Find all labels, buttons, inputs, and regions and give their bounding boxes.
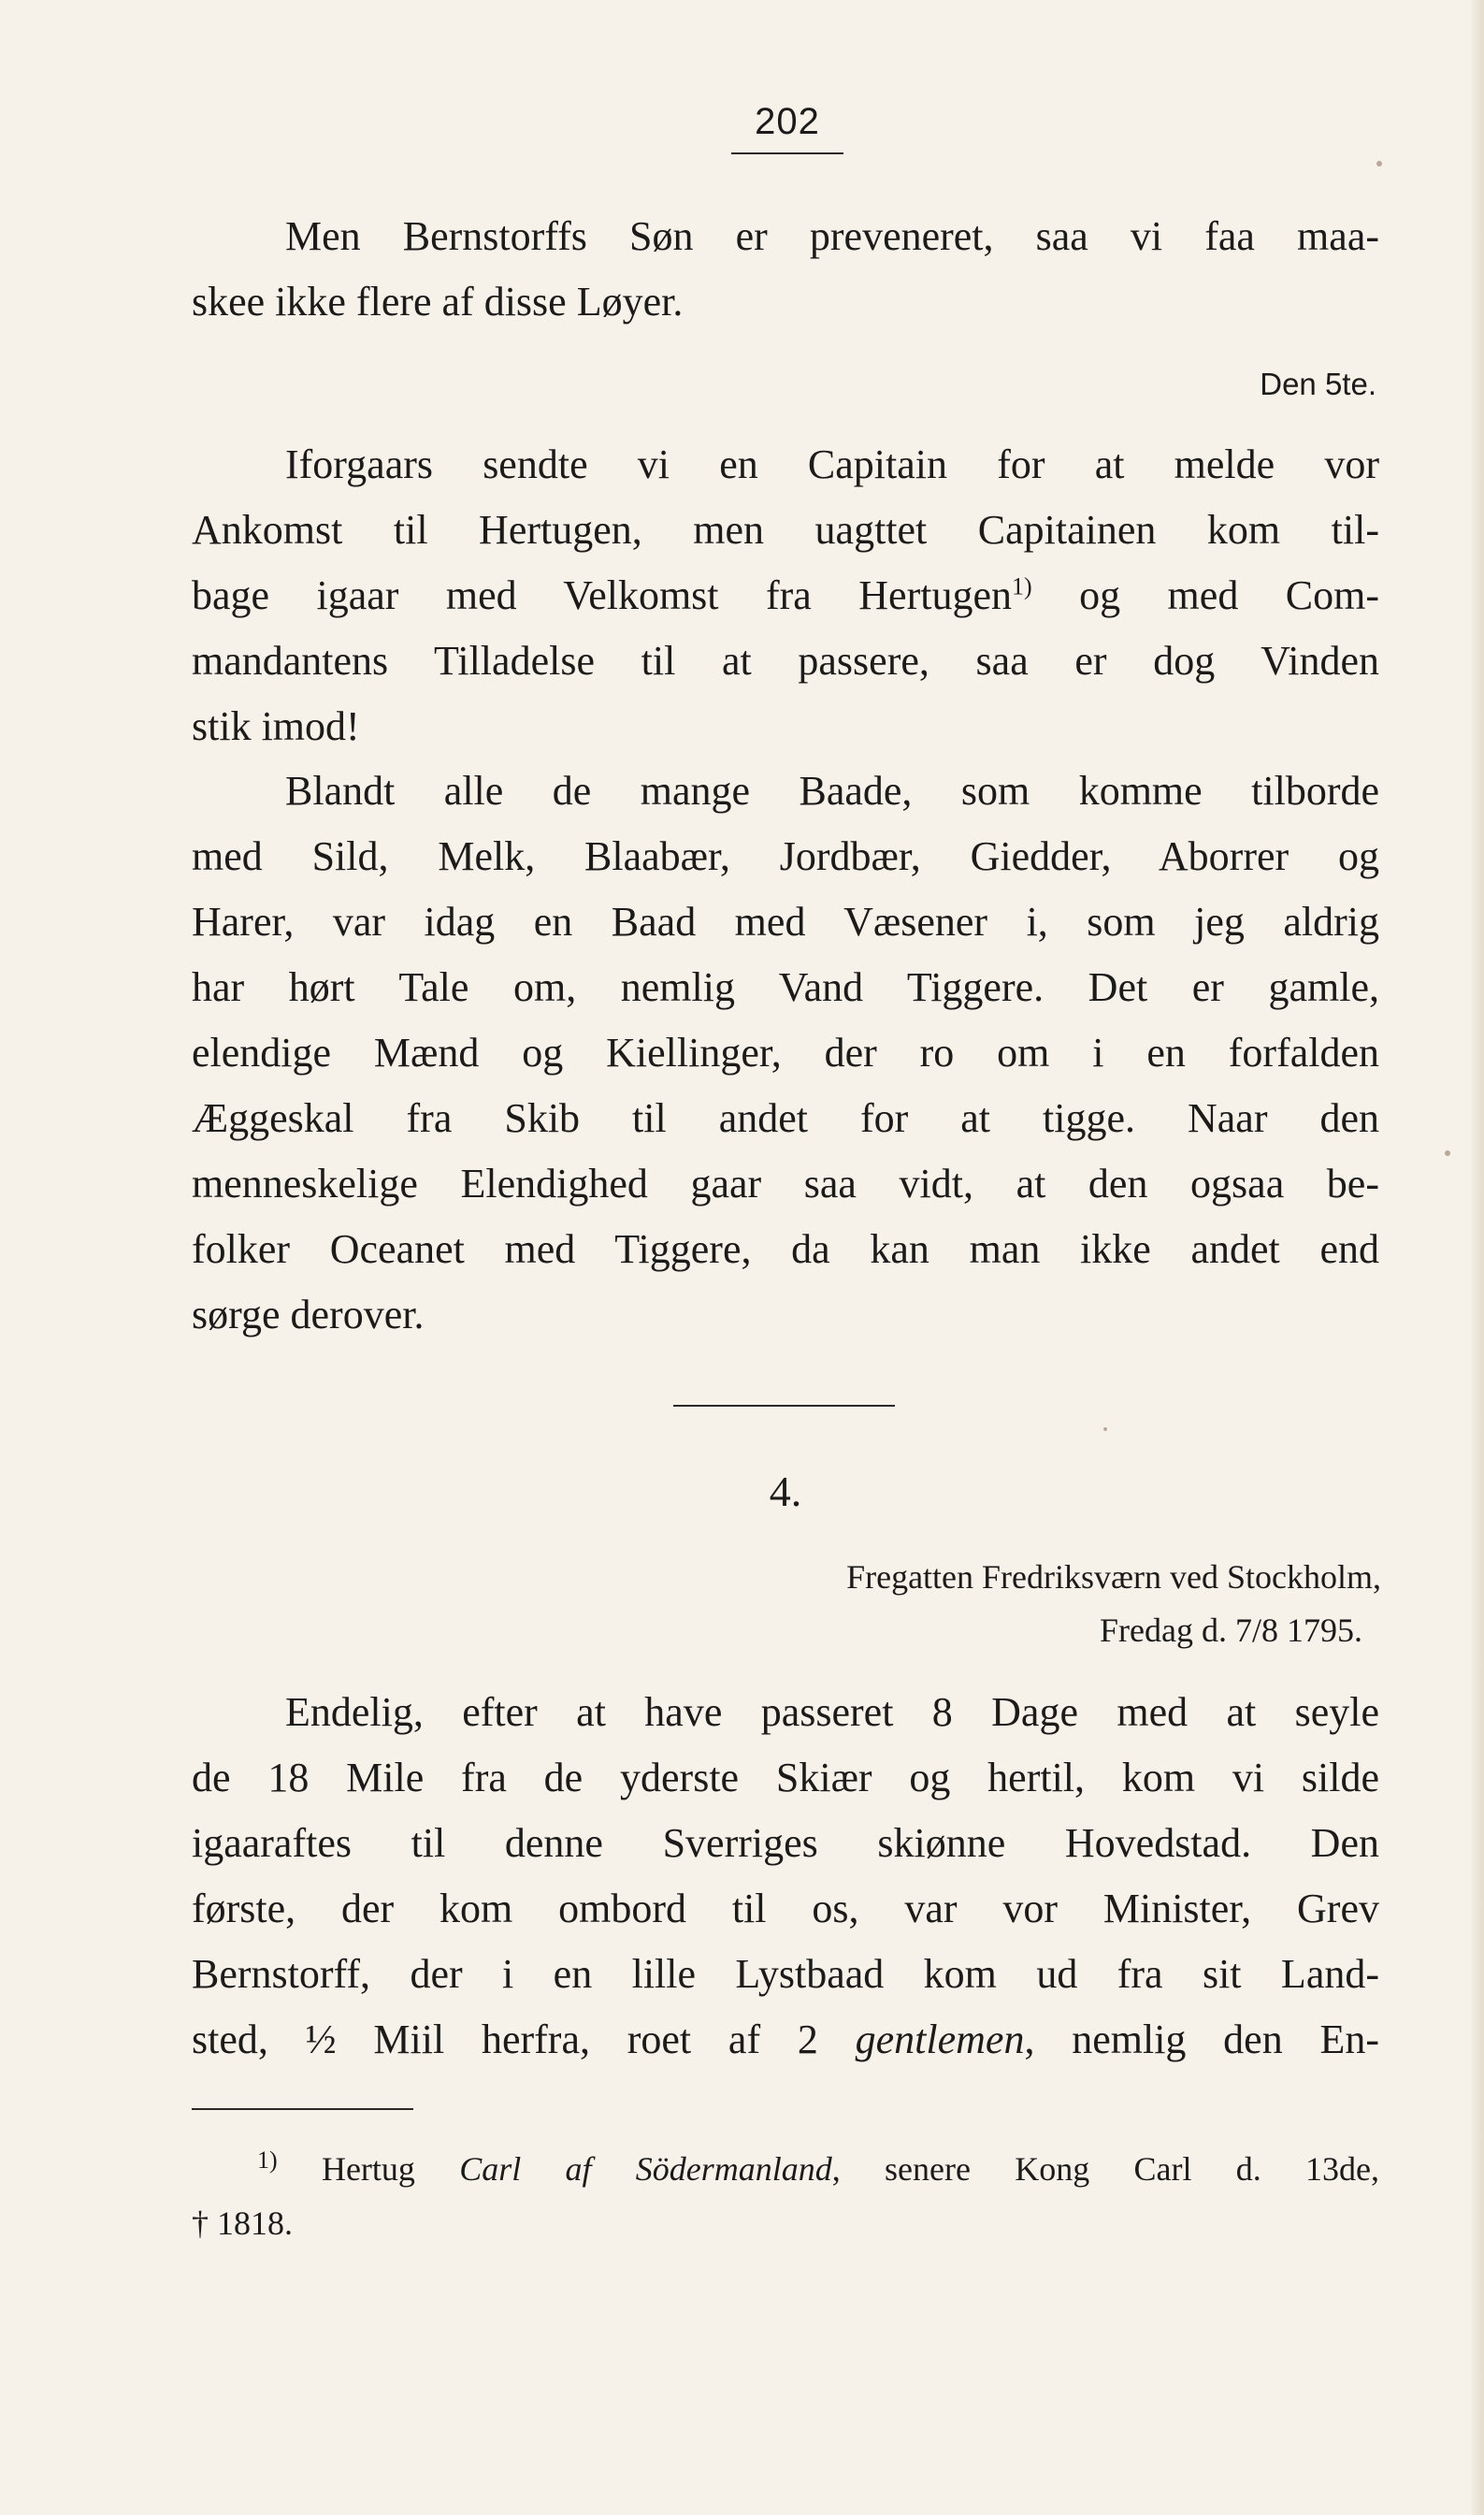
paragraph-4-line-6-start: sted, ½ Miil herfra, roet af 2	[192, 2016, 856, 2062]
letter-dateline-date: Fredag d. 7/8 1795.	[1100, 1612, 1362, 1649]
paragraph-2-line-3-after: og med Com-	[1031, 572, 1379, 618]
paragraph-3-line-5: elendige Mænd og Kiellinger, der ro om i en forfalden	[192, 1030, 1379, 1076]
section-number: 4.	[769, 1467, 802, 1515]
footnote-marker: 1)	[257, 2146, 278, 2174]
footnote-line-2: † 1818.	[192, 2204, 293, 2242]
paragraph-2-line-1: Iforgaars sendte vi en Capitain for at melde vor	[285, 441, 1379, 487]
paragraph-2-line-3-before: bage igaar med Velkomst fra Hertugen	[192, 572, 1012, 618]
letter-dateline-place: Fregatten Fredriksværn ved Stockholm,	[846, 1558, 1381, 1596]
paragraph-3	[192, 759, 1379, 1348]
paragraph-2-line-2: Ankomst til Hertugen, men uagttet Capitainen kom til-	[192, 507, 1379, 553]
section-divider	[673, 1405, 895, 1407]
footnote	[192, 2142, 1379, 2250]
paragraph-3-line-1: Blandt alle de mange Baade, som komme tilborde	[285, 768, 1379, 814]
paragraph-4-line-4: første, der kom ombord til os, var vor Minister, Grev	[192, 1886, 1379, 1931]
paragraph-4-line-5: Bernstorff, der i en lille Lystbaad kom ud fra sit Land-	[192, 1951, 1379, 1997]
paragraph-3-line-8: folker Oceanet med Tiggere, da kan man ikke andet end	[192, 1226, 1379, 1272]
footnote-divider	[192, 2108, 413, 2110]
footnote-text-1: Hertug	[277, 2150, 460, 2188]
paragraph-3-line-3: Harer, var idag en Baad med Væsener i, som jeg aldrig	[192, 899, 1379, 945]
paragraph-3-line-9: sørge derover.	[192, 1292, 425, 1337]
paragraph-2-line-3	[192, 563, 1379, 629]
paper-speck	[1445, 1150, 1450, 1156]
paragraph-3-line-6: Æggeskal fra Skib til andet for at tigge. Naar den	[192, 1095, 1379, 1141]
paragraph-3-line-4: har hørt Tale om, nemlig Vand Tiggere. Det er gamle,	[192, 964, 1379, 1010]
paper-speck	[1376, 161, 1382, 166]
paper-speck	[1103, 1427, 1107, 1431]
paragraph-4-line-1: Endelig, efter at have passeret 8 Dage med at seyle	[285, 1689, 1379, 1735]
footnote-text-2: , senere Kong Carl d. 13de,	[831, 2150, 1380, 2188]
footnote-italic: Carl af Södermanland	[459, 2150, 832, 2188]
page-number-rule	[731, 152, 843, 154]
paragraph-2-line-4: mandantens Tilladelse til at passere, saa er dog Vinden	[192, 638, 1379, 684]
paragraph-3-line-2: med Sild, Melk, Blaabær, Jordbær, Giedder, Aborrer og	[192, 833, 1379, 879]
paragraph-4-line-6	[192, 2007, 1379, 2073]
paragraph-1-line-1: Men Bernstorffs Søn er preveneret, saa vi faa maa-	[285, 213, 1379, 259]
paragraph-1	[192, 204, 1379, 335]
paragraph-4-line-3: igaaraftes til denne Sverriges skiønne Hovedstad. Den	[192, 1820, 1379, 1866]
paragraph-2	[192, 432, 1379, 759]
paragraph-2-line-5: stik imod!	[192, 703, 360, 749]
paragraph-4-line-6-italic: gentlemen	[855, 2016, 1025, 2062]
paragraph-4-line-6-end: , nemlig den En-	[1024, 2016, 1380, 2062]
page-number: 202	[755, 101, 820, 142]
paragraph-4	[192, 1680, 1379, 2073]
footnote-reference: 1)	[1011, 572, 1032, 600]
paragraph-3-line-7: menneskelige Elendighed gaar saa vidt, at den ogsaa be-	[192, 1161, 1379, 1207]
footnote-line-1	[192, 2142, 1379, 2196]
paragraph-1-line-2: skee ikke flere af disse Løyer.	[192, 279, 684, 325]
paragraph-4-line-2: de 18 Mile fra de yderste Skiær og hertil, kom vi silde	[192, 1755, 1379, 1800]
page-edge	[1471, 0, 1484, 2515]
date-marker: Den 5te.	[1260, 367, 1376, 401]
